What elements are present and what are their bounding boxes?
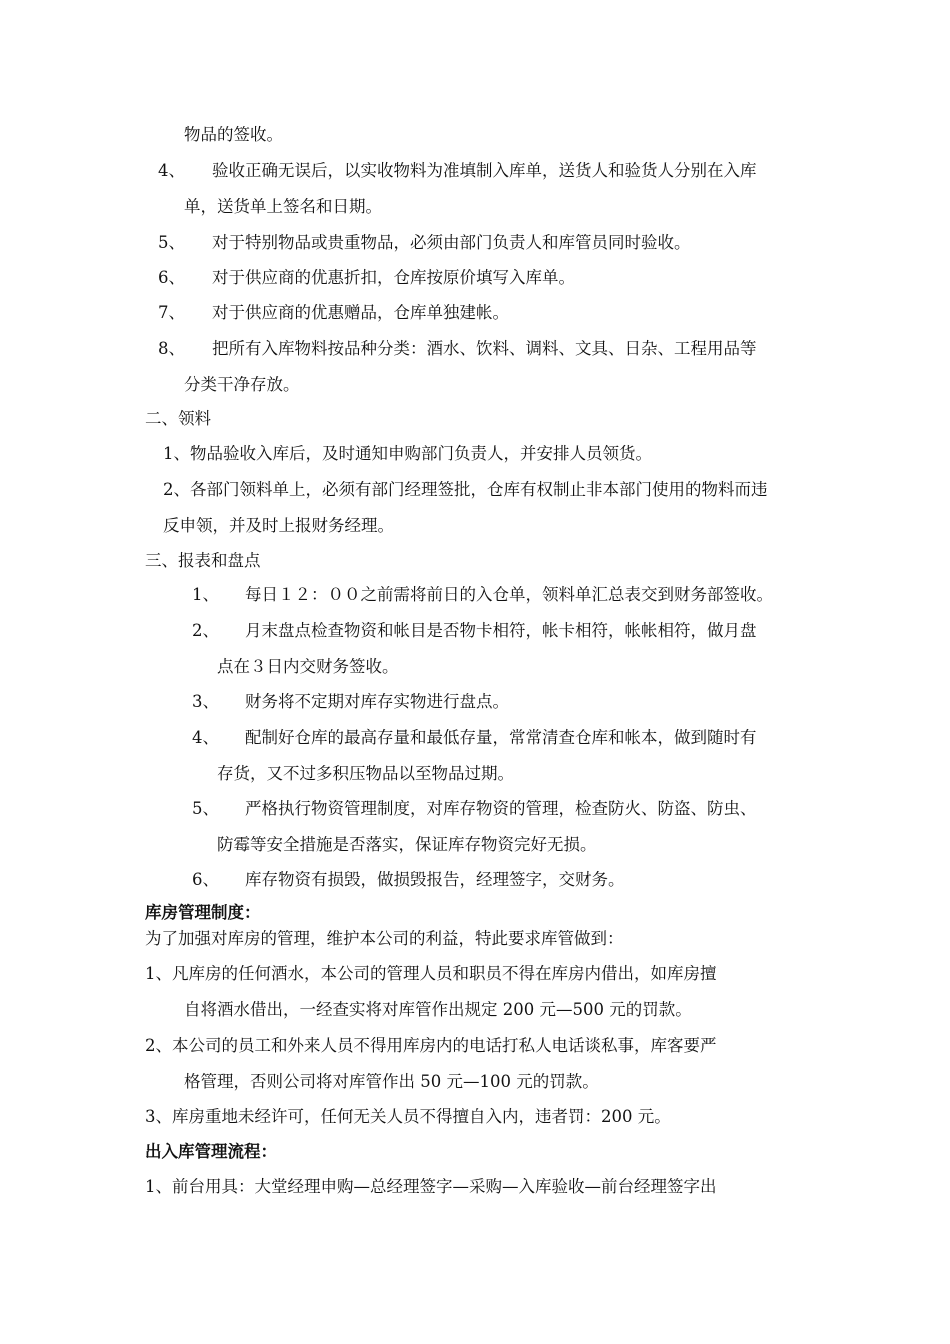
text-line: 为了加强对库房的管理，维护本公司的利益，特此要求库管做到： [145,929,624,948]
item-text: 对于供应商的优惠折扣，仓库按原价填写入库单。 [212,268,575,287]
item-number: 5、 [158,233,185,252]
item-text: 配制好仓库的最高存量和最低存量，常常清查仓库和帐本，做到随时有 [245,728,757,747]
item-text: 财务将不定期对库存实物进行盘点。 [245,692,509,711]
text-line: 3、库房重地未经许可，任何无关人员不得擅自入内，违者罚：200 元。 [145,1107,671,1126]
item-number: 8、 [158,339,185,358]
item-text: 月末盘点检查物资和帐目是否物卡相符，帐卡相符，帐帐相符，做月盘 [245,621,757,640]
item-text-cont: 存货，又不过多积压物品以至物品过期。 [217,764,514,783]
text-line: 1、前台用具：大堂经理申购—总经理签字—采购—入库验收—前台经理签字出 [145,1177,717,1196]
item-number: 6、 [158,268,185,287]
section-title: 库房管理制度： [145,903,261,922]
item-number: 2、 [192,621,219,640]
item-number: 6、 [192,870,219,889]
item-text: 对于特别物品或贵重物品，必须由部门负责人和库管员同时验收。 [212,233,691,252]
item-text-cont: 分类干净存放。 [184,375,300,394]
text-line: 1、物品验收入库后，及时通知申购部门负责人，并安排人员领货。 [163,444,652,463]
item-text: 把所有入库物料按品种分类：酒水、饮料、调料、文具、日杂、工程用品等 [212,339,757,358]
item-text: 库存物资有损毁，做损毁报告，经理签字，交财务。 [245,870,625,889]
item-text: 每日１２：００之前需将前日的入仓单，领料单汇总表交到财务部签收。 [245,585,773,604]
item-text-cont: 防霉等安全措施是否落实，保证库存物资完好无损。 [217,835,597,854]
item-number: 7、 [158,303,185,322]
item-text: 对于供应商的优惠赠品，仓库单独建帐。 [212,303,509,322]
text-line: 2、各部门领料单上，必须有部门经理签批，仓库有权制止非本部门使用的物料而违 [163,480,768,499]
text-line: 格管理，否则公司将对库管作出 50 元—100 元的罚款。 [184,1072,599,1091]
text-line: 反申领，并及时上报财务经理。 [163,516,394,535]
text-line: 2、本公司的员工和外来人员不得用库房内的电话打私人电话谈私事，库客要严 [145,1036,717,1055]
section-heading: 二、领料 [145,409,211,428]
text-line: 物品的签收。 [184,125,283,144]
item-number: 3、 [192,692,219,711]
item-text-cont: 点在３日内交财务签收。 [217,657,399,676]
section-heading: 三、报表和盘点 [145,551,261,570]
item-text: 严格执行物资管理制度，对库存物资的管理，检查防火、防盗、防虫、 [245,799,757,818]
text-line: 自将酒水借出，一经查实将对库管作出规定 200 元—500 元的罚款。 [184,1000,692,1019]
text-line: 1、凡库房的任何酒水，本公司的管理人员和职员不得在库房内借出，如库房擅 [145,964,717,983]
item-number: 4、 [192,728,219,747]
item-text: 验收正确无误后，以实收物料为准填制入库单，送货人和验货人分别在入库 [212,161,757,180]
item-number: 1、 [192,585,219,604]
item-number: 4、 [158,161,185,180]
section-title: 出入库管理流程： [145,1142,277,1161]
item-text-cont: 单，送货单上签名和日期。 [184,197,382,216]
item-number: 5、 [192,799,219,818]
